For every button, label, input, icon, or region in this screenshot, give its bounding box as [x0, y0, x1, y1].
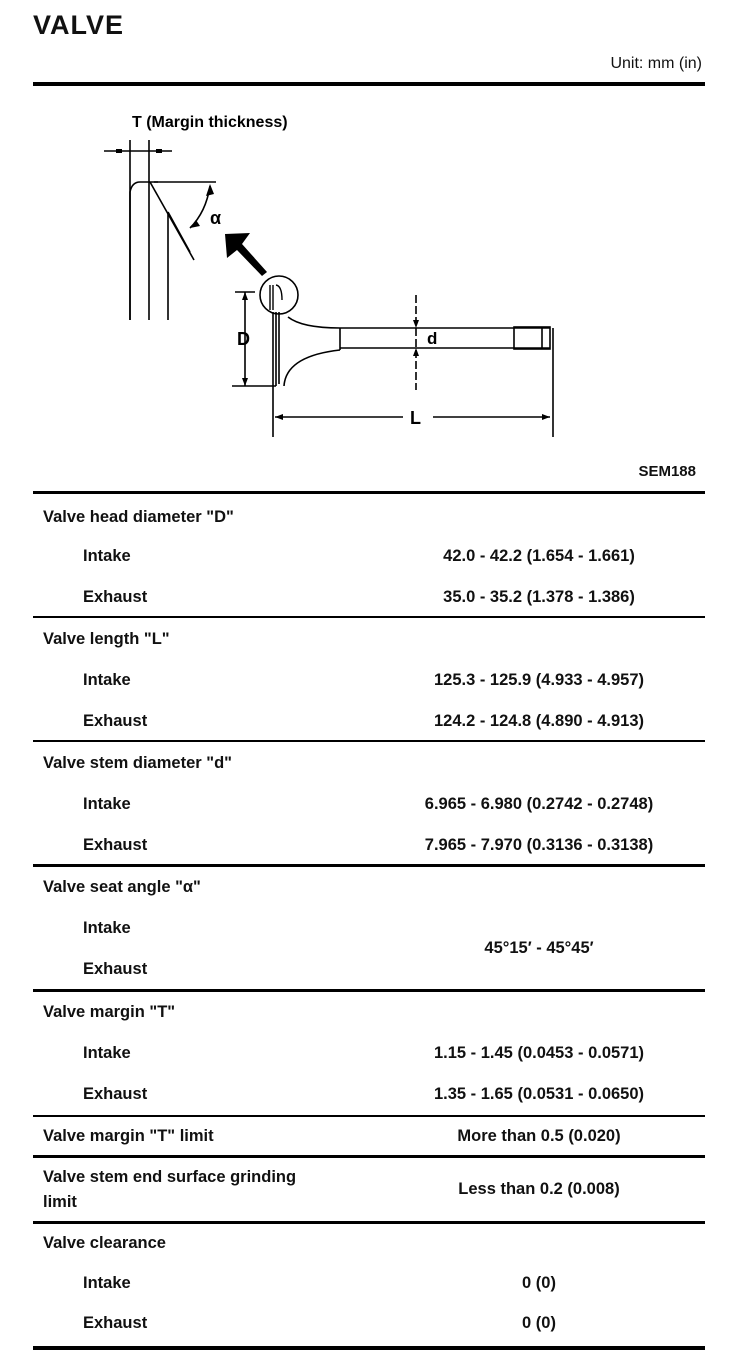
l-label: L	[410, 408, 421, 428]
intake-label: Intake	[83, 795, 131, 813]
spec-label: Valve head diameter "D"	[43, 508, 234, 526]
spec-value: 45°15′ - 45°45′	[484, 939, 594, 957]
d-small-label: d	[427, 329, 438, 348]
spec-label-continued: limit	[43, 1193, 77, 1211]
table-row	[33, 1033, 705, 1074]
spec-value: More than 0.5 (0.020)	[457, 1127, 621, 1145]
margin-thickness-label: T (Margin thickness)	[132, 114, 288, 131]
spec-label: Valve length "L"	[43, 630, 170, 648]
table-row	[33, 867, 705, 908]
unit-label: Unit: mm (in)	[610, 55, 702, 72]
table-row	[33, 700, 705, 740]
table-row	[33, 1264, 705, 1304]
valve-diagram	[90, 100, 570, 450]
spec-label: Valve margin "T"	[43, 1003, 176, 1021]
alpha-label: α	[210, 208, 222, 228]
spec-value: 42.0 - 42.2 (1.654 - 1.661)	[443, 547, 635, 565]
spec-value: 0 (0)	[522, 1274, 556, 1292]
table-row	[33, 1117, 705, 1155]
spec-value: 0 (0)	[522, 1314, 556, 1332]
intake-label: Intake	[83, 1274, 131, 1292]
spec-value: 1.35 - 1.65 (0.0531 - 0.0650)	[433, 1085, 645, 1103]
exhaust-label: Exhaust	[83, 1314, 148, 1332]
figure-code: SEM188	[638, 463, 696, 480]
spec-value: 125.3 - 125.9 (4.933 - 4.957)	[433, 671, 645, 689]
intake-label: Intake	[83, 547, 131, 565]
spec-value: 124.2 - 124.8 (4.890 - 4.913)	[433, 712, 645, 730]
page-title: VALVE	[33, 10, 125, 40]
spec-label: Valve seat angle "α"	[43, 878, 201, 896]
table-row	[33, 992, 705, 1033]
table-row	[33, 742, 705, 783]
spec-label: Valve clearance	[43, 1234, 166, 1252]
exhaust-label: Exhaust	[83, 960, 148, 978]
exhaust-label: Exhaust	[83, 836, 148, 854]
table-row	[33, 659, 705, 700]
intake-label: Intake	[83, 919, 131, 937]
table-row	[33, 618, 705, 659]
spec-label: Valve stem end surface grinding	[43, 1168, 297, 1186]
spec-value: 35.0 - 35.2 (1.378 - 1.386)	[443, 588, 635, 606]
spec-label: Valve stem diameter "d"	[43, 754, 232, 772]
exhaust-label: Exhaust	[83, 712, 148, 730]
intake-label: Intake	[83, 671, 131, 689]
table-row	[33, 535, 705, 576]
spec-value: Less than 0.2 (0.008)	[458, 1180, 620, 1198]
header-rule	[33, 82, 705, 86]
table-row	[33, 576, 705, 616]
exhaust-label: Exhaust	[83, 1085, 148, 1103]
table-row	[33, 1074, 705, 1115]
table-row	[33, 783, 705, 824]
table-row	[33, 1158, 705, 1221]
d-big-label: D	[237, 329, 250, 349]
spec-label: Valve margin "T" limit	[43, 1127, 214, 1145]
spec-value: 1.15 - 1.45 (0.0453 - 0.0571)	[433, 1044, 645, 1062]
intake-label: Intake	[83, 1044, 131, 1062]
spec-table	[33, 491, 705, 1350]
table-rule	[33, 1346, 705, 1350]
exhaust-label: Exhaust	[83, 588, 148, 606]
table-row	[33, 1304, 705, 1346]
table-row	[33, 494, 705, 535]
spec-value: 6.965 - 6.980 (0.2742 - 0.2748)	[424, 795, 654, 813]
table-row	[33, 824, 705, 864]
spec-value: 7.965 - 7.970 (0.3136 - 0.3138)	[424, 836, 654, 854]
table-row	[33, 1224, 705, 1264]
table-row	[33, 908, 705, 989]
